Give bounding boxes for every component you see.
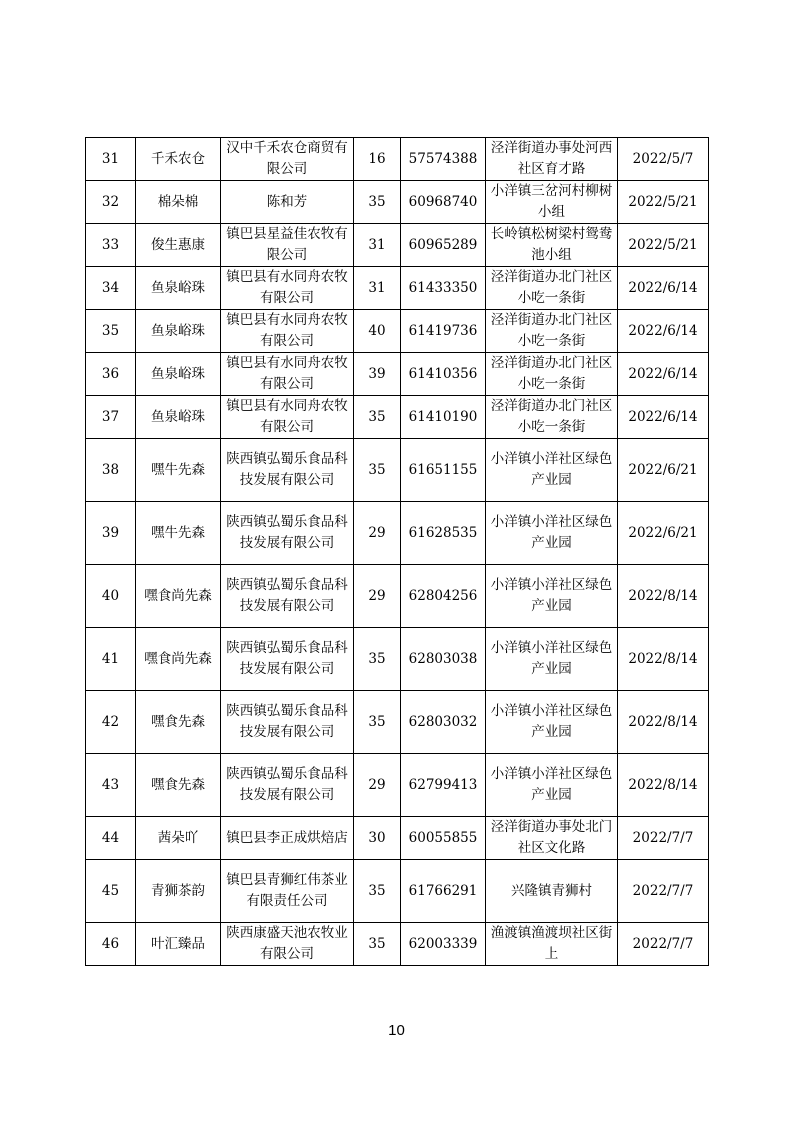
date-cell: 2022/5/21	[618, 181, 709, 224]
applicant-name-cell: 镇巴县李正成烘焙店	[221, 817, 354, 860]
address-cell: 长岭镇松树梁村鸳鸯池小组	[486, 224, 618, 267]
applicant-name-cell: 镇巴县有水同舟农牧有限公司	[221, 396, 354, 439]
brand-name-cell: 嘿食尚先森	[136, 628, 221, 691]
address-cell: 小洋镇三岔河村柳树小组	[486, 181, 618, 224]
address-cell: 泾洋街道办事处北门社区文化路	[486, 817, 618, 860]
table-row	[86, 923, 709, 966]
address-cell: 泾洋街道办北门社区小吃一条街	[486, 310, 618, 353]
table-row	[86, 502, 709, 565]
date-cell: 2022/8/14	[618, 628, 709, 691]
brand-name-cell: 鱼泉峪珠	[136, 396, 221, 439]
class-number-cell: 31	[354, 267, 401, 310]
table-row	[86, 691, 709, 754]
class-number-cell: 35	[354, 923, 401, 966]
date-cell: 2022/6/14	[618, 267, 709, 310]
applicant-name-cell: 镇巴县有水同舟农牧有限公司	[221, 310, 354, 353]
table-row	[86, 353, 709, 396]
row-number-cell: 46	[86, 923, 136, 966]
address-cell: 小洋镇小洋社区绿色产业园	[486, 628, 618, 691]
brand-name-cell: 青狮茶韵	[136, 860, 221, 923]
table-row	[86, 754, 709, 817]
applicant-name-cell: 镇巴县青狮红伟茶业有限责任公司	[221, 860, 354, 923]
row-number-cell: 44	[86, 817, 136, 860]
class-number-cell: 16	[354, 138, 401, 181]
date-cell: 2022/8/14	[618, 691, 709, 754]
date-cell: 2022/8/14	[618, 754, 709, 817]
row-number-cell: 40	[86, 565, 136, 628]
row-number-cell: 31	[86, 138, 136, 181]
brand-name-cell: 茜朵吖	[136, 817, 221, 860]
registration-number-cell: 60968740	[401, 181, 486, 224]
class-number-cell: 29	[354, 565, 401, 628]
registration-number-cell: 60055855	[401, 817, 486, 860]
table-row	[86, 628, 709, 691]
date-cell: 2022/7/7	[618, 860, 709, 923]
row-number-cell: 34	[86, 267, 136, 310]
address-cell: 小洋镇小洋社区绿色产业园	[486, 754, 618, 817]
applicant-name-cell: 陕西镇弘蜀乐食品科技发展有限公司	[221, 502, 354, 565]
brand-name-cell: 千禾农仓	[136, 138, 221, 181]
registration-number-cell: 62804256	[401, 565, 486, 628]
date-cell: 2022/5/21	[618, 224, 709, 267]
class-number-cell: 35	[354, 181, 401, 224]
applicant-name-cell: 陕西镇弘蜀乐食品科技发展有限公司	[221, 691, 354, 754]
row-number-cell: 38	[86, 439, 136, 502]
brand-name-cell: 嘿牛先森	[136, 502, 221, 565]
row-number-cell: 35	[86, 310, 136, 353]
address-cell: 小洋镇小洋社区绿色产业园	[486, 502, 618, 565]
registration-number-cell: 62803032	[401, 691, 486, 754]
page-number: 10	[388, 1022, 405, 1039]
table-row	[86, 565, 709, 628]
address-cell: 泾洋街道办北门社区小吃一条街	[486, 267, 618, 310]
applicant-name-cell: 镇巴县星益佳农牧有限公司	[221, 224, 354, 267]
row-number-cell: 33	[86, 224, 136, 267]
row-number-cell: 43	[86, 754, 136, 817]
brand-name-cell: 嘿牛先森	[136, 439, 221, 502]
address-cell: 泾洋街道办北门社区小吃一条街	[486, 353, 618, 396]
table-row	[86, 138, 709, 181]
date-cell: 2022/6/14	[618, 396, 709, 439]
registration-number-cell: 62803038	[401, 628, 486, 691]
table-row	[86, 439, 709, 502]
date-cell: 2022/5/7	[618, 138, 709, 181]
registration-number-cell: 57574388	[401, 138, 486, 181]
applicant-name-cell: 陕西镇弘蜀乐食品科技发展有限公司	[221, 565, 354, 628]
registration-number-cell: 61419736	[401, 310, 486, 353]
applicant-name-cell: 陕西镇弘蜀乐食品科技发展有限公司	[221, 628, 354, 691]
registration-number-cell: 62799413	[401, 754, 486, 817]
brand-name-cell: 棉朵棉	[136, 181, 221, 224]
row-number-cell: 39	[86, 502, 136, 565]
address-cell: 泾洋街道办事处河西社区育才路	[486, 138, 618, 181]
class-number-cell: 30	[354, 817, 401, 860]
date-cell: 2022/7/7	[618, 817, 709, 860]
applicant-name-cell: 陕西镇弘蜀乐食品科技发展有限公司	[221, 754, 354, 817]
brand-name-cell: 嘿食尚先森	[136, 565, 221, 628]
brand-name-cell: 鱼泉峪珠	[136, 310, 221, 353]
brand-name-cell: 叶汇臻品	[136, 923, 221, 966]
class-number-cell: 31	[354, 224, 401, 267]
trademark-table	[85, 137, 709, 966]
date-cell: 2022/8/14	[618, 565, 709, 628]
date-cell: 2022/6/21	[618, 502, 709, 565]
date-cell: 2022/6/14	[618, 310, 709, 353]
brand-name-cell: 鱼泉峪珠	[136, 353, 221, 396]
brand-name-cell: 嘿食先森	[136, 691, 221, 754]
class-number-cell: 35	[354, 628, 401, 691]
row-number-cell: 32	[86, 181, 136, 224]
row-number-cell: 45	[86, 860, 136, 923]
class-number-cell: 40	[354, 310, 401, 353]
class-number-cell: 35	[354, 860, 401, 923]
class-number-cell: 35	[354, 396, 401, 439]
address-cell: 泾洋街道办北门社区小吃一条街	[486, 396, 618, 439]
class-number-cell: 35	[354, 439, 401, 502]
row-number-cell: 37	[86, 396, 136, 439]
registration-number-cell: 61651155	[401, 439, 486, 502]
brand-name-cell: 俊生惠康	[136, 224, 221, 267]
address-cell: 小洋镇小洋社区绿色产业园	[486, 439, 618, 502]
brand-name-cell: 嘿食先森	[136, 754, 221, 817]
table-row	[86, 860, 709, 923]
registration-number-cell: 61410356	[401, 353, 486, 396]
applicant-name-cell: 镇巴县有水同舟农牧有限公司	[221, 267, 354, 310]
date-cell: 2022/6/21	[618, 439, 709, 502]
row-number-cell: 36	[86, 353, 136, 396]
applicant-name-cell: 镇巴县有水同舟农牧有限公司	[221, 353, 354, 396]
class-number-cell: 35	[354, 691, 401, 754]
address-cell: 兴隆镇青狮村	[486, 860, 618, 923]
date-cell: 2022/7/7	[618, 923, 709, 966]
registration-number-cell: 61410190	[401, 396, 486, 439]
registration-number-cell: 62003339	[401, 923, 486, 966]
table-row	[86, 817, 709, 860]
date-cell: 2022/6/14	[618, 353, 709, 396]
row-number-cell: 41	[86, 628, 136, 691]
applicant-name-cell: 陈和芳	[221, 181, 354, 224]
class-number-cell: 39	[354, 353, 401, 396]
table-row	[86, 224, 709, 267]
address-cell: 小洋镇小洋社区绿色产业园	[486, 565, 618, 628]
registration-number-cell: 61766291	[401, 860, 486, 923]
registration-number-cell: 60965289	[401, 224, 486, 267]
address-cell: 小洋镇小洋社区绿色产业园	[486, 691, 618, 754]
row-number-cell: 42	[86, 691, 136, 754]
table-row	[86, 310, 709, 353]
brand-name-cell: 鱼泉峪珠	[136, 267, 221, 310]
applicant-name-cell: 陕西镇弘蜀乐食品科技发展有限公司	[221, 439, 354, 502]
table-row	[86, 181, 709, 224]
address-cell: 渔渡镇渔渡坝社区街上	[486, 923, 618, 966]
applicant-name-cell: 陕西康盛天池农牧业有限公司	[221, 923, 354, 966]
table-row	[86, 267, 709, 310]
class-number-cell: 29	[354, 754, 401, 817]
class-number-cell: 29	[354, 502, 401, 565]
table-row	[86, 396, 709, 439]
registration-number-cell: 61433350	[401, 267, 486, 310]
registration-number-cell: 61628535	[401, 502, 486, 565]
applicant-name-cell: 汉中千禾农仓商贸有限公司	[221, 138, 354, 181]
